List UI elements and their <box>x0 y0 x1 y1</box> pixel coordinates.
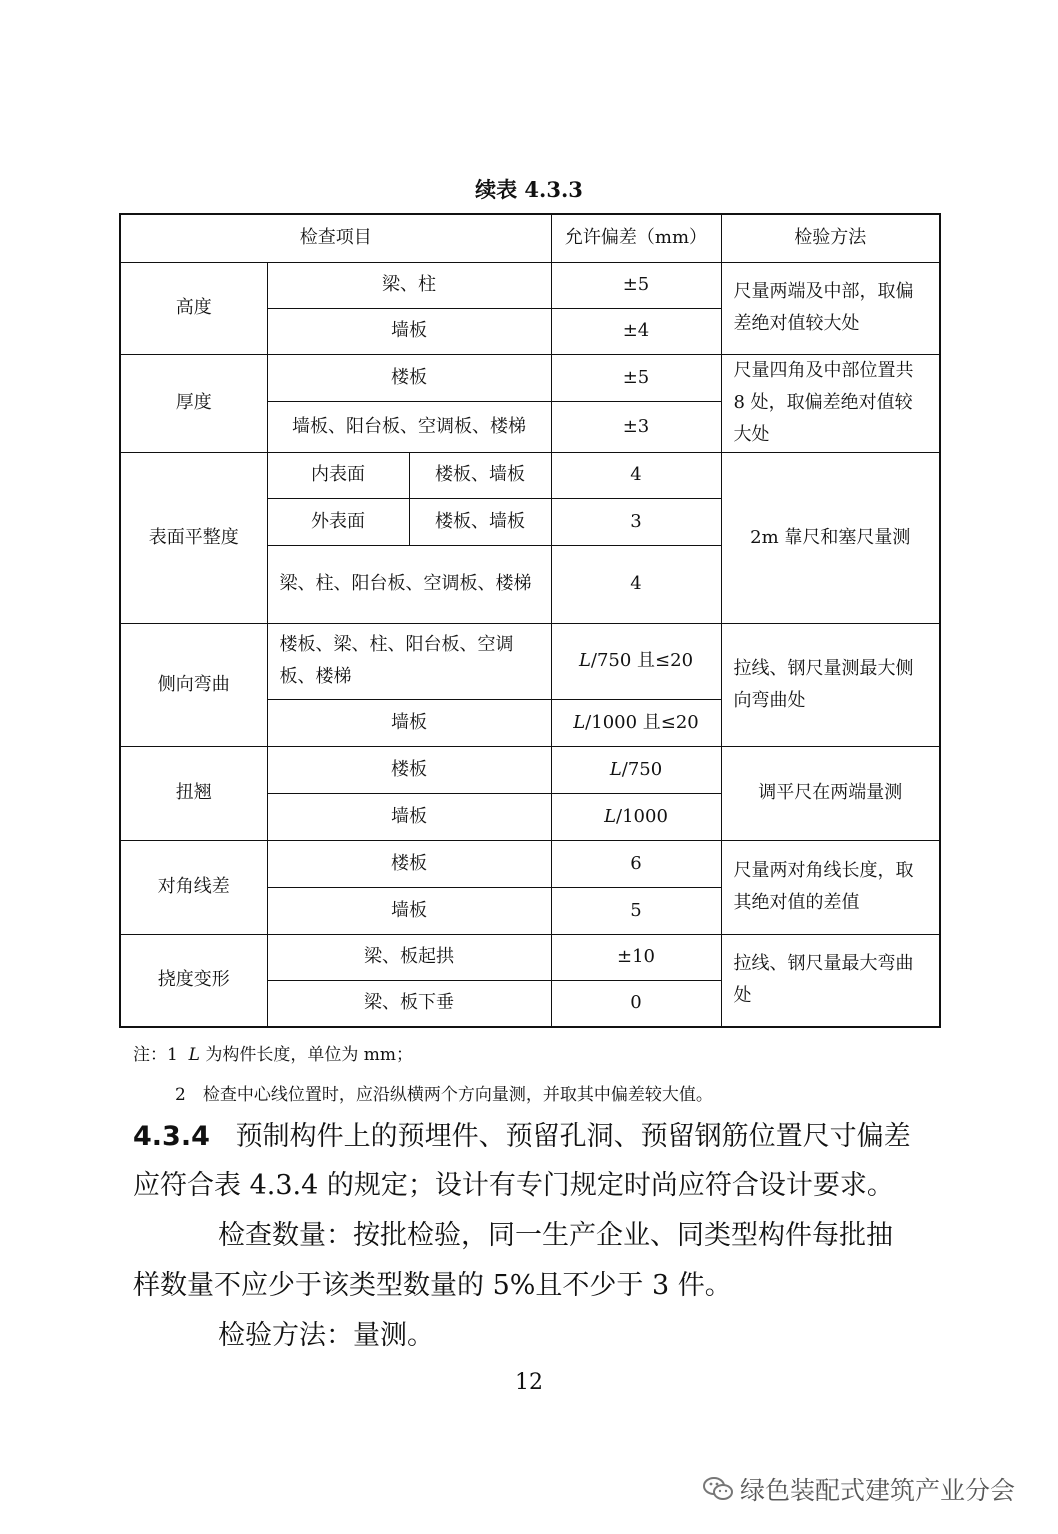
section-line-1: 4.3.4 预制构件上的预埋件、预留孔洞、预留钢筋位置尺寸偏差 <box>133 1121 911 1152</box>
watermark-text: 绿色装配式建筑产业分会 <box>740 1476 1016 1505</box>
table-row <box>120 934 940 980</box>
row-label: 梁、板起拱 <box>267 934 551 980</box>
tolerance-table <box>119 213 941 1028</box>
row-value: L/1000 <box>551 793 721 840</box>
row-label: 墙板 <box>267 308 551 354</box>
row-label-outer: 外表面 <box>267 498 409 545</box>
length-symbol: L <box>604 805 617 827</box>
row-value: L/750 且≤20 <box>551 623 721 699</box>
table-row <box>120 354 940 401</box>
note-1: 注：1 L 为构件长度，单位为 mm； <box>133 1045 413 1065</box>
length-symbol: L <box>188 1045 200 1065</box>
row-value: ±4 <box>551 308 721 354</box>
row-value: 6 <box>551 840 721 887</box>
row-label-inner: 内表面 <box>267 452 409 498</box>
header-method: 检验方法 <box>721 214 940 262</box>
group-label-warp: 扭翘 <box>120 746 267 840</box>
table-row <box>120 623 940 699</box>
row-label: 墙板 <box>267 793 551 840</box>
page-number: 12 <box>515 1370 543 1395</box>
method-cell: 拉线、钢尺量测最大侧向弯曲处 <box>721 623 940 746</box>
row-value: ±5 <box>551 354 721 401</box>
group-label-diagonal: 对角线差 <box>120 840 267 934</box>
row-label: 梁、柱 <box>267 262 551 308</box>
header-item: 检查项目 <box>120 214 551 262</box>
table-row <box>120 262 940 308</box>
length-symbol: L <box>573 711 586 733</box>
table-header-row <box>120 214 940 262</box>
watermark <box>702 1471 1015 1507</box>
method-cell: 调平尺在两端量测 <box>721 746 940 840</box>
method-cell: 2m 靠尺和塞尺量测 <box>721 452 940 623</box>
row-label: 梁、板下垂 <box>267 980 551 1027</box>
row-value: ±10 <box>551 934 721 980</box>
table-row <box>120 746 940 793</box>
section-line-2: 应符合表 4.3.4 的规定；设计有专门规定时尚应符合设计要求。 <box>133 1170 894 1201</box>
section-line-3: 检查数量：按批检验，同一生产企业、同类型构件每批抽 <box>218 1220 893 1251</box>
row-value: L/750 <box>551 746 721 793</box>
row-sublabel: 楼板、墙板 <box>409 498 551 545</box>
row-value: 4 <box>551 545 721 623</box>
group-label-deflection: 挠度变形 <box>120 934 267 1027</box>
row-value: L/1000 且≤20 <box>551 699 721 746</box>
table-row <box>120 840 940 887</box>
row-label: 梁、柱、阳台板、空调板、楼梯 <box>267 545 551 623</box>
row-label: 楼板 <box>267 840 551 887</box>
wechat-icon <box>702 1475 734 1503</box>
header-deviation: 允许偏差（mm） <box>551 214 721 262</box>
length-symbol: L <box>609 758 622 780</box>
table-caption: 续表 4.3.3 <box>475 177 583 202</box>
row-label: 楼板 <box>267 354 551 401</box>
row-value: 0 <box>551 980 721 1027</box>
section-number: 4.3.4 <box>133 1121 210 1152</box>
method-cell: 尺量四角及中部位置共 8 处，取偏差绝对值较大处 <box>721 354 940 452</box>
group-label-thickness: 厚度 <box>120 354 267 452</box>
method-cell: 尺量两端及中部，取偏差绝对值较大处 <box>721 262 940 354</box>
row-label: 墙板、阳台板、空调板、楼梯 <box>267 401 551 452</box>
length-symbol: L <box>578 650 591 671</box>
method-cell: 尺量两对角线长度，取其绝对值的差值 <box>721 840 940 934</box>
group-label-flatness: 表面平整度 <box>120 452 267 623</box>
row-value: ±3 <box>551 401 721 452</box>
row-label: 墙板 <box>267 699 551 746</box>
table-row <box>120 452 940 498</box>
row-label: 墙板 <box>267 887 551 934</box>
row-value: 4 <box>551 452 721 498</box>
group-label-bending: 侧向弯曲 <box>120 623 267 746</box>
note-2: 2 检查中心线位置时，应沿纵横两个方向量测，并取其中偏差较大值。 <box>175 1085 713 1105</box>
row-label: 楼板、梁、柱、阳台板、空调板、楼梯 <box>267 623 551 699</box>
row-sublabel: 楼板、墙板 <box>409 452 551 498</box>
group-label-height: 高度 <box>120 262 267 354</box>
row-value: ±5 <box>551 262 721 308</box>
section-line-4: 样数量不应少于该类型数量的 5%且不少于 3 件。 <box>133 1270 732 1301</box>
section-line-5: 检验方法：量测。 <box>218 1320 434 1351</box>
method-cell: 拉线、钢尺量最大弯曲处 <box>721 934 940 1027</box>
row-label: 楼板 <box>267 746 551 793</box>
row-value: 5 <box>551 887 721 934</box>
row-value: 3 <box>551 498 721 545</box>
